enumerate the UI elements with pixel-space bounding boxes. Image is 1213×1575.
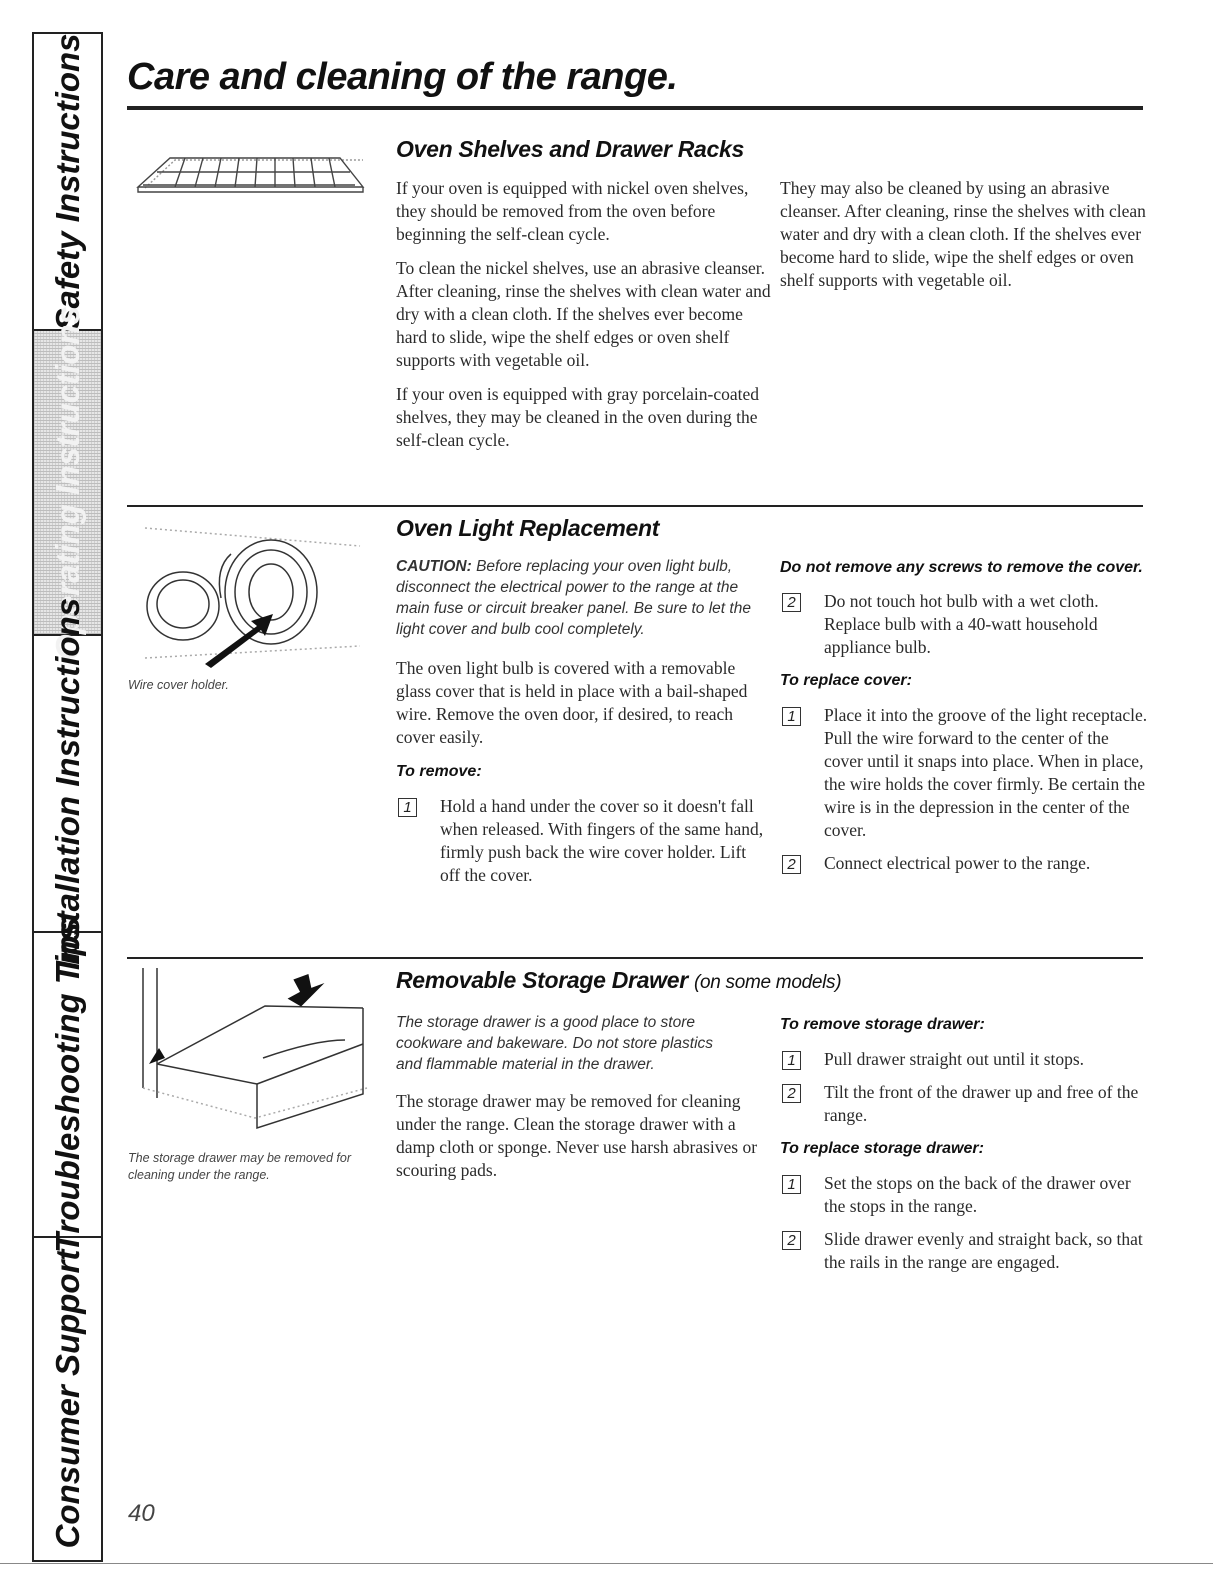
step-text: Slide drawer evenly and straight back, so that the rails in the range are engaged. bbox=[824, 1229, 1143, 1272]
tab-label: Consumer Support bbox=[48, 1249, 86, 1549]
tab-consumer-support[interactable] bbox=[34, 1238, 101, 1560]
step-number: 2 bbox=[782, 593, 801, 612]
storage-drawer-illustration bbox=[135, 968, 370, 1133]
remove-drawer-step-2 bbox=[780, 1081, 1148, 1127]
tab-label: Safety Instructions bbox=[48, 32, 86, 331]
title-rule bbox=[127, 106, 1143, 110]
tab-label: Operating Instructions bbox=[48, 305, 86, 660]
drawer-note: The storage drawer is a good place to store cookware and bakeware. Do not store plastics and flammable material in the drawer. bbox=[396, 1014, 714, 1073]
no-screws-note: Do not remove any screws to remove the cover. bbox=[780, 559, 1143, 576]
paragraph: They may also be cleaned by using an abrasive cleanser. After cleaning, rinse the shelves with clean water and dry with a clean cloth. If the shelves ever become hard to slide, wipe the shelf edges or oven shelf supports with vegetable oil. bbox=[780, 178, 1146, 290]
drawer-heading-main: Removable Storage Drawer bbox=[396, 967, 688, 993]
step-text: Set the stops on the back of the drawer over the stops in the range. bbox=[824, 1173, 1131, 1216]
tab-label: Installation Instructions bbox=[48, 597, 86, 970]
remove-heading: To remove: bbox=[396, 763, 482, 780]
step-text: Hold a hand under the cover so it doesn't fall when released. With fingers of the same hand, firmly push back the wire cover holder. Lift off the cover. bbox=[440, 796, 764, 885]
step-text: Do not touch hot bulb with a wet cloth. Replace bulb with a 40-watt household appliance bulb. bbox=[824, 591, 1099, 657]
replace-step-2 bbox=[780, 852, 1148, 875]
replace-drawer-step-1 bbox=[780, 1172, 1148, 1218]
step-text: Pull drawer straight out until it stops. bbox=[824, 1049, 1085, 1069]
step-number: 2 bbox=[782, 1231, 801, 1250]
light-intro: The oven light bulb is covered with a removable glass cover that is held in place with a bail-shaped wire. Remove the oven door, if desired, to reach cover easily. bbox=[396, 658, 748, 747]
step-number: 2 bbox=[782, 1084, 801, 1103]
replace-cover-heading: To replace cover: bbox=[780, 672, 912, 689]
light-figure-caption: Wire cover holder. bbox=[128, 678, 229, 692]
caution-note bbox=[396, 556, 766, 640]
step-number: 1 bbox=[782, 1051, 801, 1070]
section-divider bbox=[127, 957, 1143, 959]
shelves-text-col2 bbox=[780, 177, 1148, 303]
light-heading: Oven Light Replacement bbox=[396, 515, 660, 541]
tab-operating-instructions[interactable] bbox=[34, 305, 101, 660]
bulb-step-2 bbox=[780, 590, 1148, 659]
oven-shelf-illustration bbox=[135, 140, 370, 202]
drawer-figure-caption: The storage drawer may be removed for cleaning under the range. bbox=[128, 1151, 352, 1182]
replace-drawer-heading: To replace storage drawer: bbox=[780, 1140, 984, 1157]
shelves-text-col1 bbox=[396, 177, 771, 463]
remove-drawer-step-1 bbox=[780, 1048, 1148, 1071]
shelves-heading: Oven Shelves and Drawer Racks bbox=[396, 136, 744, 162]
page-title: Care and cleaning of the range. bbox=[127, 56, 678, 98]
paragraph: If your oven is equipped with nickel oven shelves, they should be removed from the oven before beginning the self-clean cycle. bbox=[396, 178, 749, 244]
paragraph: If your oven is equipped with gray porcelain-coated shelves, they may be cleaned in the oven during the self-clean cycle. bbox=[396, 384, 759, 450]
remove-step-1 bbox=[396, 795, 766, 887]
page-bottom-edge bbox=[0, 1563, 1213, 1564]
step-text: Connect electrical power to the range. bbox=[824, 853, 1091, 873]
drawer-body: The storage drawer may be removed for cleaning under the range. Clean the storage drawer with a damp cloth or sponge. Never use harsh abrasives or scouring pads. bbox=[396, 1091, 758, 1180]
step-text: Place it into the groove of the light receptacle. Pull the wire forward to the center of the cover until it snaps into place. When in place, the wire holds the cover firmly. Be certain the wire is in the depression in the center of the cover. bbox=[824, 705, 1148, 840]
tab-troubleshooting-tips[interactable] bbox=[34, 916, 101, 1253]
step-number: 1 bbox=[782, 707, 801, 726]
drawer-heading-sub: (on some models) bbox=[694, 972, 842, 993]
caution-label: CAUTION: bbox=[396, 558, 472, 575]
drawer-col1 bbox=[396, 1090, 766, 1193]
replace-drawer-step-2 bbox=[780, 1228, 1148, 1274]
paragraph: To clean the nickel shelves, use an abrasive cleanser. After cleaning, rinse the shelves with clean water and dry with a clean cloth. If the shelves ever become hard to slide, wipe the shelf edges or oven shelf supports with vegetable oil. bbox=[396, 258, 771, 370]
step-text: Tilt the front of the drawer up and free of the range. bbox=[824, 1082, 1139, 1125]
light-col2 bbox=[780, 557, 1148, 885]
drawer-heading bbox=[396, 967, 841, 994]
page-number: 40 bbox=[128, 1500, 155, 1527]
remove-drawer-heading: To remove storage drawer: bbox=[780, 1016, 985, 1033]
drawer-col2 bbox=[780, 1013, 1148, 1284]
caution-text: Before replacing your oven light bulb, disconnect the electrical power to the range at the main fuse or circuit breaker panel. Be sure to let the light cover and bulb cool completely. bbox=[396, 558, 751, 638]
step-number: 1 bbox=[782, 1175, 801, 1194]
step-number: 1 bbox=[398, 798, 417, 817]
up-arrow-icon bbox=[282, 970, 329, 1010]
light-col1 bbox=[396, 657, 766, 897]
tab-safety-instructions[interactable] bbox=[34, 34, 101, 331]
oven-light-illustration bbox=[135, 518, 370, 668]
section-divider bbox=[127, 505, 1143, 507]
step-number: 2 bbox=[782, 855, 801, 874]
replace-step-1 bbox=[780, 704, 1148, 842]
side-tab-bar bbox=[32, 32, 103, 1562]
tab-installation-instructions[interactable] bbox=[34, 597, 101, 970]
tab-label: Troubleshooting Tips bbox=[48, 916, 86, 1253]
